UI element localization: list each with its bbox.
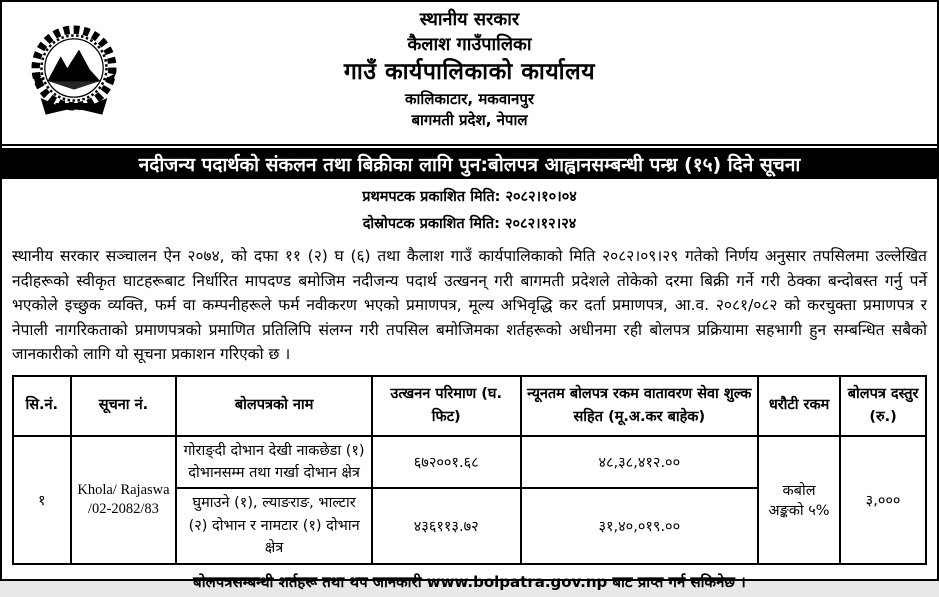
minimum-amount-cell: ३१,४०,०१९.०० xyxy=(521,488,758,563)
footer-note: बोलपत्रसम्बन्धी शर्तहरू तथा थप जानकारी www.bolpatra.gov.np बाट प्राप्त गर्न सकिनेछ । xyxy=(193,572,746,591)
minimum-amount-cell: ४८,३८,४१२.०० xyxy=(521,436,758,489)
notice-title-banner xyxy=(2,148,937,179)
nepal-emblem-icon xyxy=(24,12,124,134)
col-bid-fee: बोलपत्र दस्तुर (रु.) xyxy=(840,376,926,436)
col-bid-name: बोलपत्रको नाम xyxy=(176,376,371,436)
col-notice-number: सूचना नं. xyxy=(71,376,177,436)
table-row xyxy=(13,436,926,489)
col-serial-number: सि.नं. xyxy=(13,376,71,436)
first-publication-date: प्रथमपटक प्रकाशित मिति: २०८२।१०।०४ xyxy=(362,189,577,205)
notice-title: नदीजन्य पदार्थको संकलन तथा बिक्रीका लागि पुन:बोलपत्र आह्वानसम्बन्धी पन्ध्र (१५) दिने सूचना xyxy=(138,153,801,176)
office-name: गाउँ कार्यपालिकाको कार्यालय xyxy=(343,59,596,85)
publication-dates xyxy=(2,179,937,242)
office-identity xyxy=(2,2,937,128)
serial-number-cell: १ xyxy=(13,436,71,564)
municipality-name: कैलाश गाउँपालिका xyxy=(407,34,532,55)
document-header xyxy=(2,2,937,146)
tender-table xyxy=(12,375,927,565)
col-minimum-bid-amount: न्यूनतम बोलपत्र रकम वातावरण सेवा शुल्क सहित (मू.अ.कर बाहेक) xyxy=(521,376,758,436)
header-row xyxy=(13,376,926,436)
col-excavation-quantity: उत्खनन परिमाण (घ. फिट) xyxy=(372,376,521,436)
bid-fee-cell: ३,००० xyxy=(840,436,926,564)
bid-name-cell: गोराङ्दी दोभान देखी नाकछेडा (१) दोभानसम्म तथा गर्खा दोभान क्षेत्र xyxy=(176,436,371,489)
notice-body-paragraph: स्थानीय सरकार सञ्चालन ऐन २०७४, को दफा ११ (२) घ (६) तथा कैलाश गाउँ कार्यपालिकाको मिति २०८२।०९।२९ गतेको निर्णय अनुसार तपसिलमा उल्लेखित नदीहरूको स्वीकृत घाटहरूबाट निर्धारित मापदण्ड बमोजिम नदीजन्य पदार्थ उत्खनन् गरी बागमती प्रदेशले तोकेको दरमा बिक्री गर्ने गरी ठेक्का बन्दोबस्त गर्नु पर्ने भएकोले इच्छुक व्यक्ति, फर्म वा कम्पनीहरूले फर्म नवीकरण भएको प्रमाणपत्र, मूल्य अभिवृद्धि कर दर्ता प्रमाणपत्र, आ.व. २०८१/०८२ को करचुक्ता प्रमाणपत्र र नेपाली नागरिकताको प्रमाणपत्रको प्रमाणित प्रतिलिपि संलग्न गरी तपसिल बमोजिमका शर्तहरूको अधीनमा रही बोलपत्र प्रक्रियामा सहभागी हुन सम्बन्धित सबैको जानकारीको लागि यो सूचना प्रकाशन गरिएको छ । xyxy=(12,247,927,363)
office-address: कालिकाटार, मकवानपुर xyxy=(404,90,535,108)
bid-name-cell: घुमाउने (१), ल्याङराङ, भाल्टार (२) दोभान र नामटार (१) दोभान क्षेत्र xyxy=(176,488,371,563)
deposit-cell: कबोल अङ्कको ५% xyxy=(758,436,840,564)
government-level: स्थानीय सरकार xyxy=(419,9,520,30)
notice-number-cell: Khola/ Rajaswa /02-2082/83 xyxy=(71,436,177,564)
quantity-cell: ६७२००१.६८ xyxy=(372,436,521,489)
office-province: बागमती प्रदेश, नेपाल xyxy=(411,111,528,129)
quantity-cell: ४३६११३.७२ xyxy=(372,488,521,563)
col-deposit-amount: धरौटी रकम xyxy=(758,376,840,436)
tender-table-header xyxy=(13,376,926,436)
second-publication-date: दोस्रोपटक प्रकाशित मिति: २०८२।१२।२४ xyxy=(362,216,577,232)
nepal-emblem-logo xyxy=(24,12,124,134)
